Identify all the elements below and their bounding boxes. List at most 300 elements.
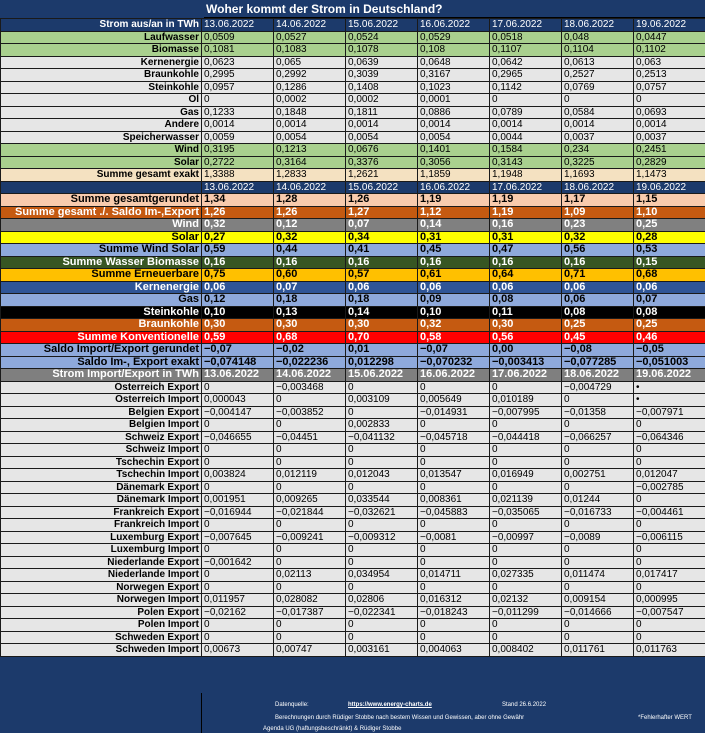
value-cell: 0 [202,544,274,557]
row-label: Belgien Import [1,419,202,432]
value-cell: 0 [346,556,418,569]
value-cell: 0,01 [346,344,418,357]
value-cell: 0 [634,494,705,507]
table-row [1,131,705,144]
value-cell: 0,012047 [634,469,705,482]
value-cell: 0 [202,581,274,594]
table-row [1,56,705,69]
row-label: Dänemark Import [1,494,202,507]
value-cell: 0 [490,519,562,532]
value-cell: 0 [418,519,490,532]
row-label: Schweden Import [1,644,202,657]
value-cell: 0,2992 [274,69,346,82]
value-cell: 0,3376 [346,156,418,169]
value-cell: 0,1102 [634,44,705,57]
value-cell: −0,0081 [418,531,490,544]
row-label: Norwegen Import [1,594,202,607]
value-cell: 0,001951 [202,494,274,507]
value-cell: 0 [202,419,274,432]
value-cell: 0 [490,456,562,469]
value-cell: 0 [562,581,634,594]
value-cell: 0 [490,444,562,457]
table-row [1,231,705,244]
date-header-cell: 17.06.2022 [490,19,562,32]
row-label: Tschechin Export [1,456,202,469]
value-cell: 0,002833 [346,419,418,432]
value-cell: 1,17 [562,194,634,207]
value-cell: 0,1078 [346,44,418,57]
row-label: Norwegen Export [1,581,202,594]
value-cell: 0,004063 [418,644,490,657]
value-cell: 0,008402 [490,644,562,657]
row-label: Gas [1,106,202,119]
value-cell: 0,000043 [202,394,274,407]
table-row [1,156,705,169]
value-cell: 0,0037 [634,131,705,144]
value-cell: 0,0529 [418,31,490,44]
value-cell: −0,0089 [562,531,634,544]
table-row [1,631,705,644]
value-cell: −0,07 [418,344,490,357]
value-cell: −0,007645 [202,531,274,544]
value-cell: 0,2965 [490,69,562,82]
value-cell: 0 [634,456,705,469]
value-cell: 0,1081 [202,44,274,57]
value-cell: −0,04451 [274,431,346,444]
value-cell: 0 [490,481,562,494]
value-cell: −0,003852 [274,406,346,419]
value-cell: 0,0623 [202,56,274,69]
value-cell: 0,0676 [346,144,418,157]
value-cell: 0,08 [562,306,634,319]
table-row [1,419,705,432]
value-cell: −0,05 [634,344,705,357]
value-cell: 0,016949 [490,469,562,482]
value-cell: 0 [346,581,418,594]
value-cell: 0 [562,481,634,494]
value-cell: 0,3143 [490,156,562,169]
table-row [1,144,705,157]
value-cell: 0 [274,456,346,469]
value-cell: 0 [202,569,274,582]
value-cell: 0,0054 [346,131,418,144]
value-cell: 1,09 [562,206,634,219]
table-row [1,31,705,44]
value-cell: −0,004729 [562,381,634,394]
value-cell: 0,12 [274,219,346,232]
value-cell: 0,00673 [202,644,274,657]
value-cell: 0 [634,519,705,532]
value-cell: 0,0886 [418,106,490,119]
value-cell: 0,32 [418,319,490,332]
row-label: Saldo Im-, Export exakt [1,356,202,369]
value-cell: 0,0044 [490,131,562,144]
value-cell: 0,0037 [562,131,634,144]
value-cell: 0 [274,481,346,494]
value-cell: 0,0014 [346,119,418,132]
table-row [1,44,705,57]
value-cell: 0,3039 [346,69,418,82]
value-cell: 0,06 [202,281,274,294]
value-cell: 0,0639 [346,56,418,69]
title-pad [0,0,204,18]
value-cell: 0,2451 [634,144,705,157]
row-label: Summe Wind Solar [1,244,202,257]
value-cell: 0,002751 [562,469,634,482]
value-cell: 0 [202,456,274,469]
value-cell: 0 [562,419,634,432]
table-row [1,194,705,207]
date-header-cell: 19.06.2022 [634,181,705,194]
value-cell: 0,16 [202,256,274,269]
value-cell: 0,64 [490,269,562,282]
value-cell: −0,01358 [562,406,634,419]
row-label: Niederlande Export [1,556,202,569]
value-cell: 0,2829 [634,156,705,169]
value-cell: 0,0769 [562,81,634,94]
table-row [1,506,705,519]
row-label: Laufwasser [1,31,202,44]
row-label: Schweiz Export [1,431,202,444]
value-cell: 0,08 [490,294,562,307]
value-cell: 1,19 [490,194,562,207]
value-cell: 0,012119 [274,469,346,482]
value-cell: 0,0757 [634,81,705,94]
value-cell: 0,0789 [490,106,562,119]
value-cell: 0 [490,581,562,594]
value-cell: 1,12 [418,206,490,219]
value-cell: 0,009265 [274,494,346,507]
value-cell: 0 [274,544,346,557]
value-cell: −0,002785 [634,481,705,494]
value-cell: 1,1473 [634,169,705,182]
table-row [1,319,705,332]
value-cell: 0 [562,444,634,457]
row-label: Österreich Export [1,381,202,394]
row-label: Strom aus/an in TWh [1,19,202,32]
value-cell: 0,12 [202,294,274,307]
value-cell: 0 [346,619,418,632]
value-cell: −0,018243 [418,606,490,619]
value-cell: 0,0584 [562,106,634,119]
row-label: Polen Import [1,619,202,632]
date-header-cell: 15.06.2022 [346,19,418,32]
value-cell: 0,00747 [274,644,346,657]
date-header-cell: 17.06.2022 [490,181,562,194]
date-header-cell: 13.06.2022 [202,181,274,194]
value-cell: 0 [562,619,634,632]
value-cell: 0,06 [634,281,705,294]
row-label: Luxemburg Import [1,544,202,557]
value-cell: 1,10 [634,206,705,219]
footer-source-label: Datenquelle: [275,702,309,708]
value-cell: 0,011761 [562,644,634,657]
value-cell: 0,60 [274,269,346,282]
row-label: Speicherwasser [1,131,202,144]
row-label: Summe gesamt exakt [1,169,202,182]
value-cell: 0,06 [562,294,634,307]
header-row [1,181,705,194]
value-cell: 0,71 [562,269,634,282]
value-cell: 0,011957 [202,594,274,607]
value-cell: 0 [274,556,346,569]
value-cell: 0,005649 [418,394,490,407]
table-row [1,619,705,632]
date-header-cell: 18.06.2022 [562,181,634,194]
date-header-cell: 16.06.2022 [418,369,490,382]
value-cell: 0 [274,631,346,644]
value-cell: 1,1948 [490,169,562,182]
value-cell: 0,27 [202,231,274,244]
value-cell: 0,234 [562,144,634,157]
table-row [1,331,705,344]
value-cell: 0,0447 [634,31,705,44]
table-row [1,256,705,269]
value-cell: 0,06 [418,281,490,294]
value-cell: −0,003468 [274,381,346,394]
value-cell: 0 [346,456,418,469]
row-label: Luxemburg Export [1,531,202,544]
value-cell: 0 [562,631,634,644]
value-cell: 0 [490,419,562,432]
value-cell: 0,2527 [562,69,634,82]
value-cell: −0,035065 [490,506,562,519]
header-row [1,369,705,382]
table-row [1,581,705,594]
value-cell: 0 [202,481,274,494]
value-cell: 0 [490,631,562,644]
value-cell: 0,45 [418,244,490,257]
value-cell: 0,30 [346,319,418,332]
table-row [1,594,705,607]
value-cell: −0,017387 [274,606,346,619]
row-label: Wind [1,219,202,232]
value-cell: 0 [418,619,490,632]
value-cell: 0 [490,94,562,107]
value-cell: −0,00997 [490,531,562,544]
value-cell: 0,1213 [274,144,346,157]
value-cell: 0,1107 [490,44,562,57]
row-label: Biomasse [1,44,202,57]
value-cell: −0,004147 [202,406,274,419]
table-row [1,481,705,494]
value-cell: 0,012298 [346,356,418,369]
table-row [1,69,705,82]
value-cell: 0,30 [202,319,274,332]
value-cell: −0,02162 [202,606,274,619]
row-label: Dänemark Export [1,481,202,494]
value-cell: 0,3164 [274,156,346,169]
value-cell: 0,048 [562,31,634,44]
value-cell: −0,016733 [562,506,634,519]
value-cell: −0,044418 [490,431,562,444]
table-row [1,294,705,307]
value-cell: 1,2621 [346,169,418,182]
value-cell: 0,0054 [418,131,490,144]
value-cell: 0 [418,631,490,644]
value-cell: 0,70 [346,331,418,344]
row-label: Steinkohle [1,81,202,94]
value-cell: 0 [490,544,562,557]
value-cell: 0 [346,406,418,419]
value-cell: 0 [418,444,490,457]
value-cell: 0,1142 [490,81,562,94]
date-header-cell: 15.06.2022 [346,181,418,194]
row-label: Frankreich Export [1,506,202,519]
value-cell: 0 [418,544,490,557]
footer-note: Berechnungen durch Rüdiger Stobbe nach bestem Wissen und Gewissen, aber ohne Gewähr [275,715,525,721]
table-row [1,206,705,219]
footer-owner: Agenda UG (haftungsbeschränkt) & Rüdiger Stobbe [263,726,402,732]
value-cell: 0,000995 [634,594,705,607]
value-cell: 0 [634,631,705,644]
value-cell: 0,014711 [418,569,490,582]
footer-stand: Stand 26.6.2022 [502,702,547,708]
value-cell: −0,003413 [490,356,562,369]
table-row [1,244,705,257]
value-cell: 0,1811 [346,106,418,119]
row-label: Braunkohle [1,69,202,82]
value-cell: 0,013547 [418,469,490,482]
value-cell: 0,0518 [490,31,562,44]
date-header-cell: 14.06.2022 [274,181,346,194]
value-cell: 0 [490,556,562,569]
value-cell: 0,1233 [202,106,274,119]
value-cell: 0 [346,631,418,644]
table-row [1,94,705,107]
value-cell: 0 [202,381,274,394]
value-cell: 1,2833 [274,169,346,182]
value-cell: 0,0054 [274,131,346,144]
value-cell: −0,032621 [346,506,418,519]
row-label: Summe gesamt ./. Saldo Im-,Export [1,206,202,219]
value-cell: 0 [634,94,705,107]
value-cell: 0,13 [274,306,346,319]
value-cell: −0,014666 [562,606,634,619]
value-cell: 0 [562,456,634,469]
table-row [1,494,705,507]
value-cell: 0 [418,556,490,569]
table-row [1,544,705,557]
value-cell: −0,022341 [346,606,418,619]
value-cell: 0,32 [202,219,274,232]
table-row [1,469,705,482]
value-cell: 0,31 [490,231,562,244]
value-cell: 0,034954 [346,569,418,582]
value-cell: 0,15 [634,256,705,269]
value-cell: 0,3167 [418,69,490,82]
value-cell: 0,25 [562,319,634,332]
value-cell: 0,59 [202,244,274,257]
value-cell: 0 [418,481,490,494]
table-row [1,306,705,319]
value-cell: 0,16 [274,256,346,269]
value-cell: 0,07 [634,294,705,307]
value-cell: 0,30 [274,319,346,332]
value-cell: 0,1401 [418,144,490,157]
value-cell: 0,18 [346,294,418,307]
footer-error-note: *Fehlerhafter WERT [638,715,692,721]
date-header-cell: 18.06.2022 [562,19,634,32]
value-cell: 0 [346,444,418,457]
value-cell: 0,59 [202,331,274,344]
table-row [1,406,705,419]
value-cell: −0,046655 [202,431,274,444]
table-row [1,106,705,119]
footer-source-link[interactable]: https://www.energy-charts.de [348,702,432,708]
value-cell: 0,25 [634,319,705,332]
value-cell: 0,108 [418,44,490,57]
value-cell: −0,007971 [634,406,705,419]
value-cell: 0,011474 [562,569,634,582]
value-cell: −0,064346 [634,431,705,444]
value-cell: 0 [562,544,634,557]
row-label: Steinkohle [1,306,202,319]
value-cell: 0 [562,556,634,569]
row-label [1,181,202,194]
value-cell: 0,16 [418,256,490,269]
value-cell: 1,1693 [562,169,634,182]
row-label: Wind [1,144,202,157]
value-cell: 0,02132 [490,594,562,607]
date-header-cell: 13.06.2022 [202,369,274,382]
value-cell: 0,16 [490,256,562,269]
value-cell: −0,016944 [202,506,274,519]
value-cell: 0,56 [490,331,562,344]
value-cell: 0 [346,544,418,557]
table-row [1,431,705,444]
value-cell: −0,009241 [274,531,346,544]
value-cell: 0,25 [634,219,705,232]
value-cell: −0,014931 [418,406,490,419]
value-cell: 0,016312 [418,594,490,607]
value-cell: 0,009154 [562,594,634,607]
value-cell: 0,003824 [202,469,274,482]
value-cell: 0,1584 [490,144,562,157]
value-cell: 0,44 [274,244,346,257]
value-cell: 0,61 [418,269,490,282]
table-row [1,456,705,469]
header-row [1,19,705,32]
value-cell: 1,3388 [202,169,274,182]
footer-left [0,693,202,733]
table-row [1,394,705,407]
value-cell: 0,0957 [202,81,274,94]
table-row [1,519,705,532]
row-label: Österreich Import [1,394,202,407]
value-cell: 1,1859 [418,169,490,182]
row-label: Gas [1,294,202,307]
value-cell: 0,0648 [418,56,490,69]
value-cell: 0,0693 [634,106,705,119]
value-cell: 0,0527 [274,31,346,44]
row-label: Kernenergie [1,281,202,294]
date-header-cell: 13.06.2022 [202,19,274,32]
value-cell: 0,56 [562,244,634,257]
value-cell: 0 [634,419,705,432]
value-cell: 1,19 [418,194,490,207]
value-cell: −0,011299 [490,606,562,619]
value-cell: 1,26 [274,206,346,219]
value-cell: 0,45 [562,331,634,344]
table-row [1,444,705,457]
sheet-title: Woher kommt der Strom in Deutschland? [204,0,705,18]
date-header-cell: 19.06.2022 [634,19,705,32]
row-label: Solar [1,231,202,244]
value-cell: 0,18 [274,294,346,307]
value-cell: 0 [274,419,346,432]
footer [0,693,705,733]
